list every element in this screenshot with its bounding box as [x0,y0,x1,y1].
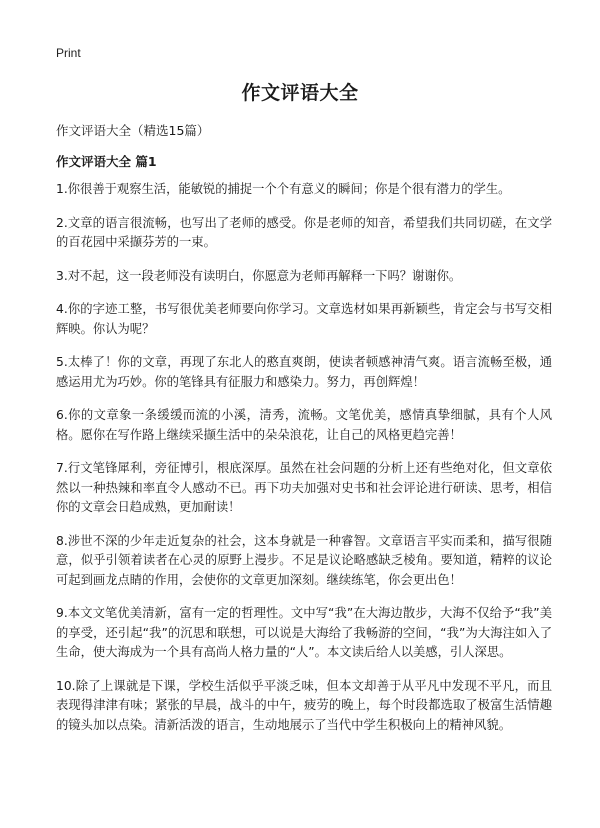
section-heading: 作文评语大全 篇1 [56,154,157,169]
comment-list [56,180,552,749]
comment-item: 1.你很善于观察生活，能敏锐的捕捉一个个有意义的瞬间；你是个很有潜力的学生。 [56,182,511,196]
comment-item: 5.太棒了！你的文章，再现了东北人的憨直爽朗，使读者顿感神清气爽。语言流畅至极，通感运用尤为巧妙。你的笔锋具有征服力和感染力。努力，再创辉煌！ [56,355,552,389]
document-subtitle: 作文评语大全（精选15篇） [56,123,210,138]
comment-item: 6.你的文章象一条缓缓而流的小溪，清秀，流畅。文笔优美，感情真挚细腻，具有个人风格。愿你在写作路上继续采撷生活中的朵朵浪花，让自己的风格更趋完善！ [56,408,552,442]
comment-item: 2.文章的语言很流畅，也写出了老师的感受。你是老师的知音，希望我们共同切磋，在文学的百花园中采撷芬芳的一束。 [56,215,552,249]
comment-item: 7.行文笔锋犀利，旁征博引，根底深厚。虽然在社会问题的分析上还有些绝对化，但文章依然以一种热辣和率直令人感动不已。再下功夫加强对史书和社会评论进行研读、思考，相信你的文章会日趋成熟，更加耐读！ [56,461,552,514]
comment-item: 4.你的字迹工整，书写很优美老师要向你学习。文章选材如果再新颖些，肯定会与书写交相辉映。你认为呢？ [56,302,552,336]
comment-item: 10.除了上课就是下课，学校生活似乎平淡乏味，但本文却善于从平凡中发现不平凡，而且表现得津津有味；紧张的早晨，战斗的中午，疲劳的晚上，每个时段都选取了极富生活情趣的镜头加以点染。清新活泼的语言，生动地展示了当代中学生积极向上的精神风貌。 [56,678,552,732]
comment-item: 9.本文文笔优美清新，富有一定的哲理性。文中写“我”在大海边散步，大海不仅给予“我”美的享受，还引起“我”的沉思和联想，可以说是大海给了我畅游的空间，“我”为大海注如入了生命，使大海成为一个具有高尚人格力量的“人”。本文读后给人以美感，引人深思。 [56,606,552,659]
comment-item: 8.涉世不深的少年走近复杂的社会，这本身就是一种睿智。文章语言平实而柔和，描写很随意，似乎引领着读者在心灵的原野上漫步。不足是议论略感缺乏棱角。要知道，精粹的议论可起到画龙点睛的作用，会使你的文章更加深刻。继续练笔，你会更出色！ [56,533,552,587]
print-link[interactable]: Print [56,46,81,60]
comment-item: 3.对不起，这一段老师没有读明白，你愿意为老师再解释一下吗？谢谢你。 [56,268,462,283]
page-title: 作文评语大全 [241,82,359,104]
